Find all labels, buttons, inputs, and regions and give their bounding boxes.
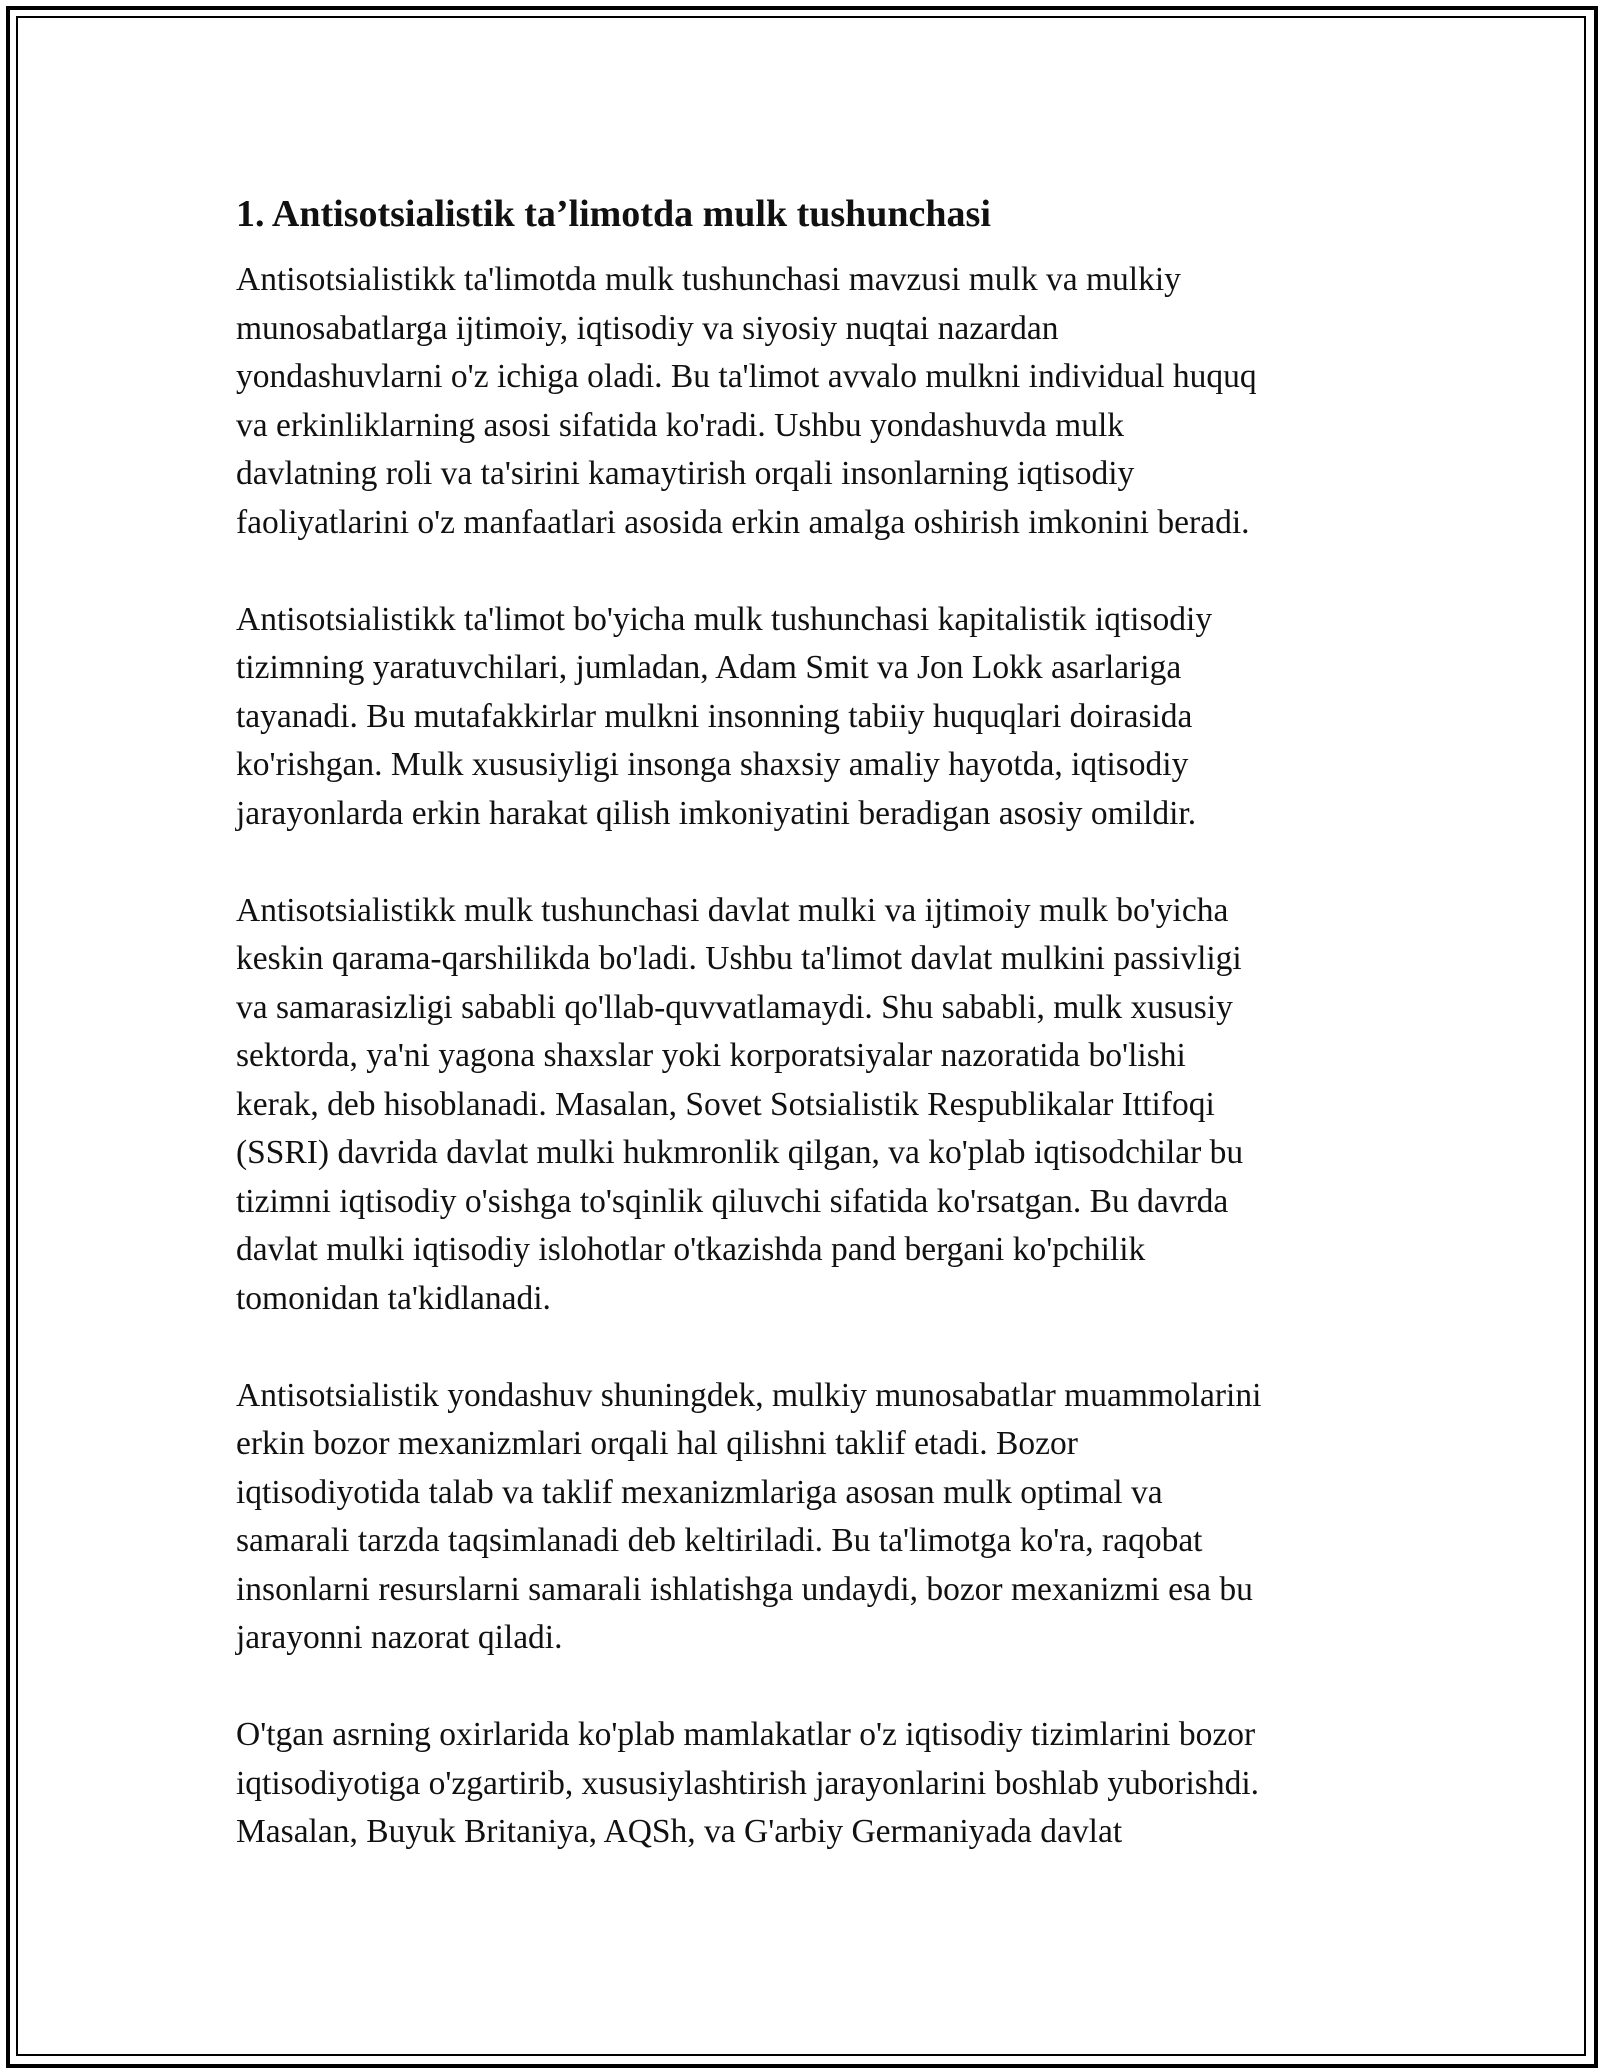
text-line: davlat mulki iqtisodiy islohotlar o'tkazishda pand bergani ko'pchilik: [236, 1231, 1146, 1268]
text-line: Masalan, Buyuk Britaniya, AQSh, va G'arbiy Germaniyada davlat: [236, 1813, 1123, 1850]
text-line: davlatning roli va ta'sirini kamaytirish orqali insonlarning iqtisodiy: [236, 455, 1135, 492]
text-line: jarayonni nazorat qiladi.: [236, 1619, 563, 1656]
text-line: kerak, deb hisoblanadi. Masalan, Sovet Sotsialistik Respublikalar Ittifoqi: [236, 1085, 1215, 1123]
text-line: jarayonlarda erkin harakat qilish imkoniyatini beradigan asosiy omildir.: [236, 794, 1197, 832]
text-line: va erkinliklarning asosi sifatida ko'radi. Ushbu yondashuvda mulk: [236, 406, 1125, 444]
text-line: tayanadi. Bu mutafakkirlar mulkni insonning tabiiy huquqlari doirasida: [236, 697, 1193, 735]
paragraph-3: [236, 887, 1366, 1324]
text-line: tizimning yaratuvchilari, jumladan, Adam Smit va Jon Lokk asarlariga: [236, 649, 1182, 686]
text-line: samarali tarzda taqsimlanadi deb keltiriladi. Bu ta'limotga ko'ra, raqobat: [236, 1522, 1203, 1559]
text-line: (SSRI) davrida davlat mulki hukmronlik qilgan, va ko'plab iqtisodchilar bu: [236, 1134, 1244, 1171]
text-line: Antisotsialistikk ta'limot bo'yicha mulk tushunchasi kapitalistik iqtisodiy: [236, 600, 1213, 638]
document-body: [236, 186, 1366, 1905]
text-line: keskin qarama-qarshilikda bo'ladi. Ushbu ta'limot davlat mulkini passivligi: [236, 940, 1242, 977]
text-line: Antisotsialistik yondashuv shuningdek, mulkiy munosabatlar muammolarini: [236, 1376, 1262, 1414]
text-line: sektorda, ya'ni yagona shaxslar yoki korporatsiyalar nazoratida bo'lishi: [236, 1037, 1186, 1074]
text-line: ko'rishgan. Mulk xususiyligi insonga shaxsiy amaliy hayotda, iqtisodiy: [236, 746, 1189, 783]
text-line: yondashuvlarni o'z ichiga oladi. Bu ta'limot avvalo mulkni individual huquq: [236, 358, 1257, 395]
text-line: tomonidan ta'kidlanadi.: [236, 1279, 551, 1317]
paragraph-2: [236, 596, 1366, 839]
paragraph-1: [236, 256, 1366, 547]
section-title: 1. Antisotsialistik ta’limotda mulk tushunchasi: [236, 193, 991, 235]
text-line: tizimni iqtisodiy o'sishga to'sqinlik qiluvchi sifatida ko'rsatgan. Bu davrda: [236, 1182, 1229, 1220]
text-line: iqtisodiyotiga o'zgartirib, xususiylashtirish jarayonlarini boshlab yuborishdi.: [236, 1764, 1260, 1802]
text-line: va samarasizligi sababli qo'llab-quvvatlamaydi. Shu sababli, mulk xususiy: [236, 988, 1233, 1026]
text-line: insonlarni resurslarni samarali ishlatishga undaydi, bozor mexanizmi esa bu: [236, 1570, 1253, 1608]
paragraph-4: [236, 1372, 1366, 1663]
text-line: Antisotsialistikk mulk tushunchasi davlat mulki va ijtimoiy mulk bo'yicha: [236, 891, 1229, 929]
text-line: iqtisodiyotida talab va taklif mexanizmlariga asosan mulk optimal va: [236, 1473, 1163, 1511]
text-line: erkin bozor mexanizmlari orqali hal qilishni taklif etadi. Bozor: [236, 1425, 1078, 1462]
text-line: Antisotsialistikk ta'limotda mulk tushunchasi mavzusi mulk va mulkiy: [236, 261, 1181, 298]
text-line: munosabatlarga ijtimoiy, iqtisodiy va siyosiy nuqtai nazardan: [236, 309, 1059, 347]
text-line: O'tgan asrning oxirlarida ko'plab mamlakatlar o'z iqtisodiy tizimlarini bozor: [236, 1716, 1256, 1753]
paragraph-5: [236, 1711, 1366, 1857]
text-line: faoliyatlarini o'z manfaatlari asosida erkin amalga oshirish imkonini beradi.: [236, 503, 1250, 541]
